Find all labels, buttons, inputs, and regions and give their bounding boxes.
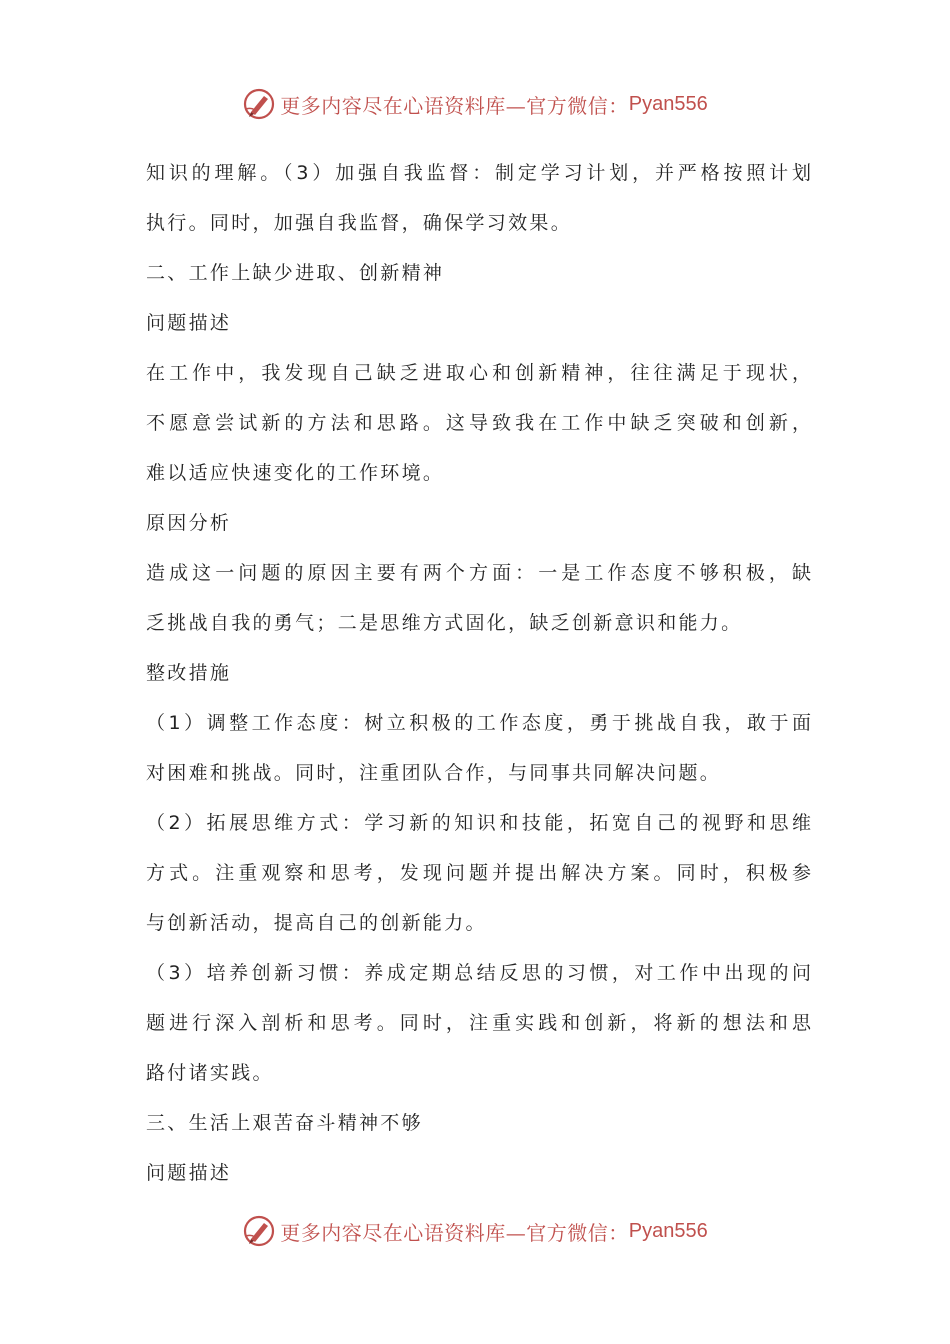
- text-line: 不愿意尝试新的方法和思路。这导致我在工作中缺乏突破和创新，: [146, 412, 811, 434]
- text-line: （2）拓展思维方式：学习新的知识和技能，拓宽自己的视野和思维: [146, 812, 811, 834]
- watermark-text: 更多内容尽在心语资料库—官方微信：: [280, 1220, 629, 1245]
- text-line: 难以适应快速变化的工作环境。: [146, 462, 445, 484]
- text-line: 乏挑战自我的勇气；二是思维方式固化，缺乏创新意识和能力。: [146, 612, 743, 634]
- text-line: 与创新活动，提高自己的创新能力。: [146, 912, 487, 934]
- subheading: 问题描述: [146, 1162, 232, 1184]
- document-body: [146, 148, 811, 1198]
- section-heading: 二、工作上缺少进取、创新精神: [146, 262, 445, 284]
- text-line: 执行。同时，加强自我监督，确保学习效果。: [146, 212, 573, 234]
- text-line: 在工作中，我发现自己缺乏进取心和创新精神，往往满足于现状，: [146, 362, 811, 384]
- text-line: 造成这一问题的原因主要有两个方面：一是工作态度不够积极，缺: [146, 562, 811, 584]
- watermark-wechat-id: Pyan556: [628, 92, 708, 115]
- text-line: 对困难和挑战。同时，注重团队合作，与同事共同解决问题。: [146, 762, 722, 784]
- subheading: 问题描述: [146, 312, 232, 334]
- text-line: （1）调整工作态度：树立积极的工作态度，勇于挑战自我，敢于面: [146, 712, 811, 734]
- text-line: 方式。注重观察和思考，发现问题并提出解决方案。同时，积极参: [146, 862, 811, 884]
- subheading: 整改措施: [146, 662, 232, 684]
- pen-logo-icon: [242, 1214, 276, 1248]
- section-heading: 三、生活上艰苦奋斗精神不够: [146, 1112, 423, 1134]
- watermark-footer: [0, 1211, 950, 1251]
- watermark-text: 更多内容尽在心语资料库—官方微信：: [280, 93, 629, 118]
- text-line: 路付诸实践。: [146, 1062, 274, 1084]
- pen-logo-icon: [242, 87, 276, 121]
- text-line: （3）培养创新习惯：养成定期总结反思的习惯，对工作中出现的问: [146, 962, 811, 984]
- watermark-wechat-id: Pyan556: [628, 1219, 708, 1242]
- watermark-header: [0, 84, 950, 124]
- subheading: 原因分析: [146, 512, 232, 534]
- text-line: 知识的理解。（3）加强自我监督：制定学习计划，并严格按照计划: [146, 162, 811, 184]
- text-line: 题进行深入剖析和思考。同时，注重实践和创新，将新的想法和思: [146, 1012, 811, 1034]
